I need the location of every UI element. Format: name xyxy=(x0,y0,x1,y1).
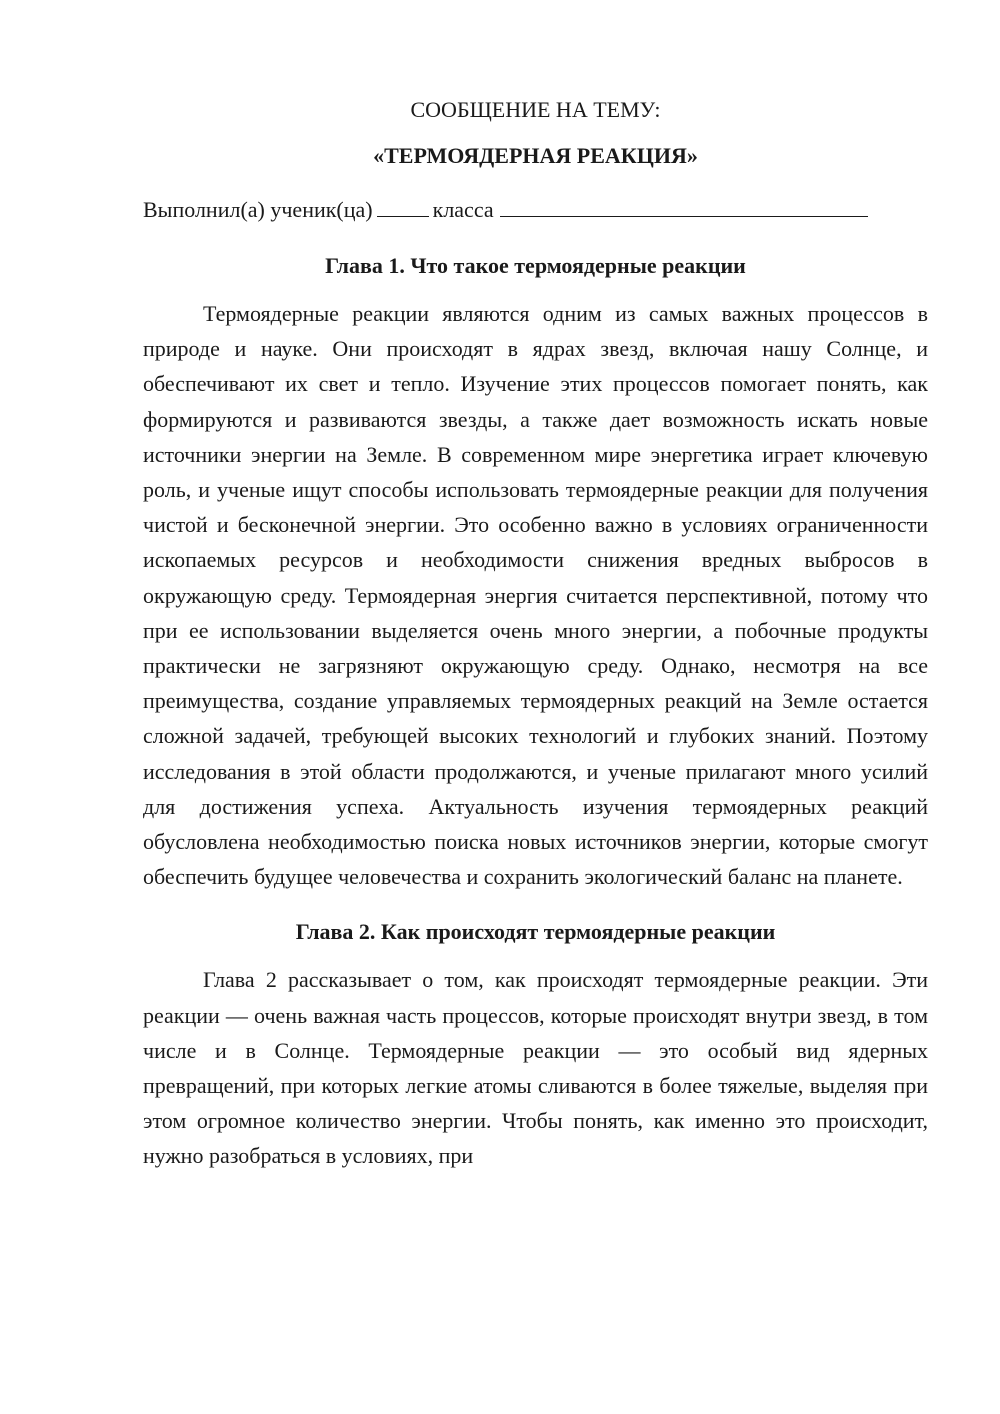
chapter-1-text: Термоядерные реакции являются одним из самых важных процессов в природе и науке. Они происходят в ядрах звезд, включая нашу Солнце, и обеспечивают их свет и тепло. Изучение этих процессов помогает понять, как формируются и развиваются звезды, а также дает возможность искать новые источники энергии на Земле. В современном мире энергетика играет ключевую роль, и ученые ищут способы использовать термоядерные реакции для получения чистой и бесконечной энергии. Это особенно важно в условиях ограниченности ископаемых ресурсов и необходимости снижения вредных выбросов в окружающую среду. Термоядерная энергия считается перспективной, потому что при ее использовании выделяется очень много энергии, а побочные продукты практически не загрязняют окружающую среду. Однако, несмотря на все преимущества, создание управляемых термоядерных реакций на Земле остается сложной задачей, требующей высоких технологий и глубоких знаний. Поэтому исследования в этой области продолжаются, и ученые прилагают много усилий для достижения успеха. Актуальность изучения термоядерных реакций обусловлена необходимостью поиска новых источников энергии, которые смогут обеспечить будущее человечества и сохранить экологический баланс на планете. xyxy=(143,301,928,890)
author-prefix: Выполнил(а) ученик(ца) xyxy=(143,197,373,222)
chapter-2-text: Глава 2 рассказывает о том, как происходят термоядерные реакции. Эти реакции — очень важная часть процессов, которые происходят внутри звезд, в том числе и в Солнце. Термоядерные реакции — это особый вид ядерных превращений, при которых легкие атомы сливаются в более тяжелые, выделяя при этом огромное количество энергии. Чтобы понять, как именно это происходит, нужно разобраться в условиях, при xyxy=(143,967,928,1169)
chapter-1-title: Глава 1. Что такое термоядерные реакции xyxy=(325,253,746,278)
author-class-label: класса xyxy=(432,197,494,222)
author-line xyxy=(143,192,928,228)
document-header-line1: СООБЩЕНИЕ НА ТЕМУ: xyxy=(410,97,661,122)
document-page xyxy=(143,92,928,1174)
student-name-blank xyxy=(500,194,868,217)
class-number-blank xyxy=(377,194,429,217)
chapter-2-title: Глава 2. Как происходят термоядерные реакции xyxy=(295,919,776,945)
document-title: «ТЕРМОЯДЕРНАЯ РЕАКЦИЯ» xyxy=(373,143,698,168)
